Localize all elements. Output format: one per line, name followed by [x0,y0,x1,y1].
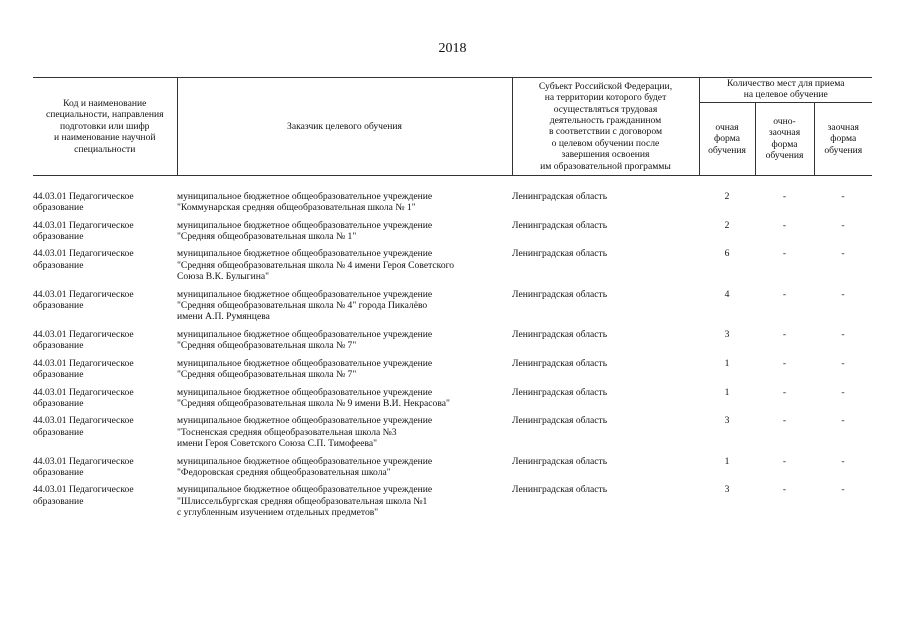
cell-full-time-text: 3 [724,328,730,340]
cell-region-text: Ленинградская область [512,357,608,369]
header-customer: Заказчик целевого обучения [177,78,512,176]
header-region: Субъект Российской Федерации, на территории которого будет осуществляться трудовая деятельность гражданином в соответствии с договором о целевом обучении после завершения освоения им образовательной программы [512,78,699,176]
cell-part-time-text: - [782,248,787,260]
cell-full-time-text: 2 [724,190,730,202]
cell-customer-text: муниципальное бюджетное общеобразовательное учреждение "Средняя общеобразовательная школа № 4 имени Героя Советского Союза В.К. Булыгина" [177,248,455,283]
cell-part-time [755,248,814,288]
cell-code-text: 44.03.01 Педагогическое образование [33,415,134,438]
cell-full-time [699,220,755,249]
cell-part-time-text: - [782,219,787,231]
table-row [33,484,872,524]
header-quota-group: Количество мест для приема на целевое обучение [699,78,872,103]
cell-region [512,175,699,219]
cell-code-text: 44.03.01 Педагогическое образование [33,484,134,507]
cell-correspondence [814,329,872,358]
cell-correspondence-text: - [841,455,845,467]
cell-full-time-text: 1 [724,386,730,398]
table-row [33,220,872,249]
cell-part-time [755,220,814,249]
cell-code [33,358,177,387]
cell-region [512,456,699,485]
cell-correspondence [814,456,872,485]
cell-region [512,248,699,288]
cell-code-text: 44.03.01 Педагогическое образование [33,219,134,243]
cell-part-time-text: - [782,484,787,496]
cell-code [33,289,177,329]
cell-customer [177,329,512,358]
cell-full-time-text: 4 [724,288,730,300]
table-row [33,415,872,455]
cell-correspondence-text: - [841,328,845,340]
cell-region-text: Ленинградская область [512,288,608,300]
cell-full-time [699,248,755,288]
cell-full-time-text: 3 [724,484,730,496]
cell-full-time-text: 2 [724,219,730,231]
cell-region-text: Ленинградская область [512,415,608,427]
cell-region [512,387,699,416]
cell-correspondence-text: - [841,484,845,496]
cell-correspondence [814,248,872,288]
cell-code-text: 44.03.01 Педагогическое образование [33,455,134,478]
cell-code-text: 44.03.01 Педагогическое образование [33,190,134,214]
cell-part-time [755,415,814,455]
cell-region [512,220,699,249]
cell-customer-text: муниципальное бюджетное общеобразовательное учреждение "Средняя общеобразовательная школа № 7" [177,357,433,381]
cell-customer [177,415,512,455]
cell-customer [177,248,512,288]
cell-code-text: 44.03.01 Педагогическое образование [33,386,134,409]
cell-correspondence-text: - [841,357,845,369]
table-row [33,329,872,358]
cell-full-time [699,289,755,329]
cell-code-text: 44.03.01 Педагогическое образование [33,357,134,381]
cell-correspondence-text: - [841,415,845,427]
cell-region [512,415,699,455]
cell-full-time-text: 1 [724,455,730,467]
cell-customer-text: муниципальное бюджетное общеобразовательное учреждение "Тосненская средняя общеобразовательная школа №3 имени Героя Советского Союза С.П. Тимофеева" [177,415,433,450]
cell-code [33,456,177,485]
cell-full-time [699,415,755,455]
table-row [33,387,872,416]
table-row [33,289,872,329]
cell-part-time-text: - [782,386,787,398]
header-full-time: очная форма обучения [699,102,755,175]
cell-full-time [699,456,755,485]
cell-customer [177,220,512,249]
cell-full-time-text: 1 [724,357,730,369]
cell-region-text: Ленинградская область [512,328,608,340]
cell-region [512,329,699,358]
cell-full-time [699,175,755,219]
cell-full-time-text: 6 [724,248,730,260]
cell-region-text: Ленинградская область [512,484,608,496]
cell-customer-text: муниципальное бюджетное общеобразовательное учреждение "Средняя общеобразовательная школа № 7" [177,328,433,352]
cell-correspondence [814,387,872,416]
cell-correspondence-text: - [841,219,845,231]
cell-code [33,387,177,416]
cell-part-time-text: - [782,357,787,369]
cell-part-time-text: - [782,415,787,427]
cell-full-time-text: 3 [724,415,730,427]
cell-customer [177,289,512,329]
page-number: 2018 [438,41,467,56]
target-admission-table [33,77,872,525]
cell-part-time [755,358,814,387]
cell-code-text: 44.03.01 Педагогическое образование [33,288,134,312]
cell-code [33,220,177,249]
cell-region [512,289,699,329]
cell-customer [177,387,512,416]
cell-full-time [699,387,755,416]
cell-region-text: Ленинградская область [512,455,608,467]
cell-correspondence [814,358,872,387]
cell-region-text: Ленинградская область [512,190,608,202]
cell-correspondence [814,484,872,524]
cell-full-time [699,329,755,358]
table-row [33,456,872,485]
cell-customer [177,358,512,387]
cell-part-time-text: - [782,328,787,340]
cell-correspondence [814,220,872,249]
header-code: Код и наименование специальности, направления подготовки или шифр и наименование научной специальности [33,78,177,176]
cell-region [512,484,699,524]
cell-correspondence-text: - [841,248,845,260]
cell-customer-text: муниципальное бюджетное общеобразовательное учреждение "Средняя общеобразовательная школа № 4" города Пикалёво имени А.П. Румянцева [177,288,433,323]
cell-customer [177,175,512,219]
cell-customer-text: муниципальное бюджетное общеобразовательное учреждение "Федоровская средняя общеобразовательная школа" [177,455,433,478]
cell-correspondence-text: - [841,288,845,300]
cell-part-time [755,387,814,416]
cell-customer [177,456,512,485]
cell-code [33,175,177,219]
cell-correspondence-text: - [841,386,845,398]
cell-region-text: Ленинградская область [512,386,608,398]
cell-region [512,358,699,387]
cell-part-time [755,329,814,358]
cell-part-time-text: - [782,190,787,202]
cell-code [33,329,177,358]
cell-full-time [699,358,755,387]
cell-code [33,248,177,288]
cell-code-text: 44.03.01 Педагогическое образование [33,328,134,352]
cell-customer-text: муниципальное бюджетное общеобразовательное учреждение "Средняя общеобразовательная школа № 9 имени В.И. Некрасова" [177,386,450,409]
cell-region-text: Ленинградская область [512,248,608,260]
cell-part-time-text: - [782,288,787,300]
table-row [33,248,872,288]
cell-code-text: 44.03.01 Педагогическое образование [33,248,134,271]
table-row [33,358,872,387]
cell-part-time-text: - [782,455,787,467]
cell-code [33,484,177,524]
cell-code [33,415,177,455]
cell-customer-text: муниципальное бюджетное общеобразовательное учреждение "Средняя общеобразовательная школа № 1" [177,219,433,243]
cell-full-time [699,484,755,524]
cell-customer-text: муниципальное бюджетное общеобразовательное учреждение "Шлиссельбургская средняя общеобразовательная школа №1 с углубленным изучением отдельных предметов" [177,484,433,519]
header-part-time: очно- заочная форма обучения [755,102,814,175]
cell-part-time [755,175,814,219]
cell-customer [177,484,512,524]
cell-part-time [755,456,814,485]
header-correspondence: заочная форма обучения [814,102,872,175]
cell-correspondence [814,289,872,329]
cell-part-time [755,289,814,329]
cell-part-time [755,484,814,524]
cell-region-text: Ленинградская область [512,219,608,231]
cell-customer-text: муниципальное бюджетное общеобразовательное учреждение "Коммунарская средняя общеобразовательная школа № 1" [177,190,433,214]
cell-correspondence [814,175,872,219]
table-row [33,175,872,219]
cell-correspondence [814,415,872,455]
cell-correspondence-text: - [841,190,845,202]
